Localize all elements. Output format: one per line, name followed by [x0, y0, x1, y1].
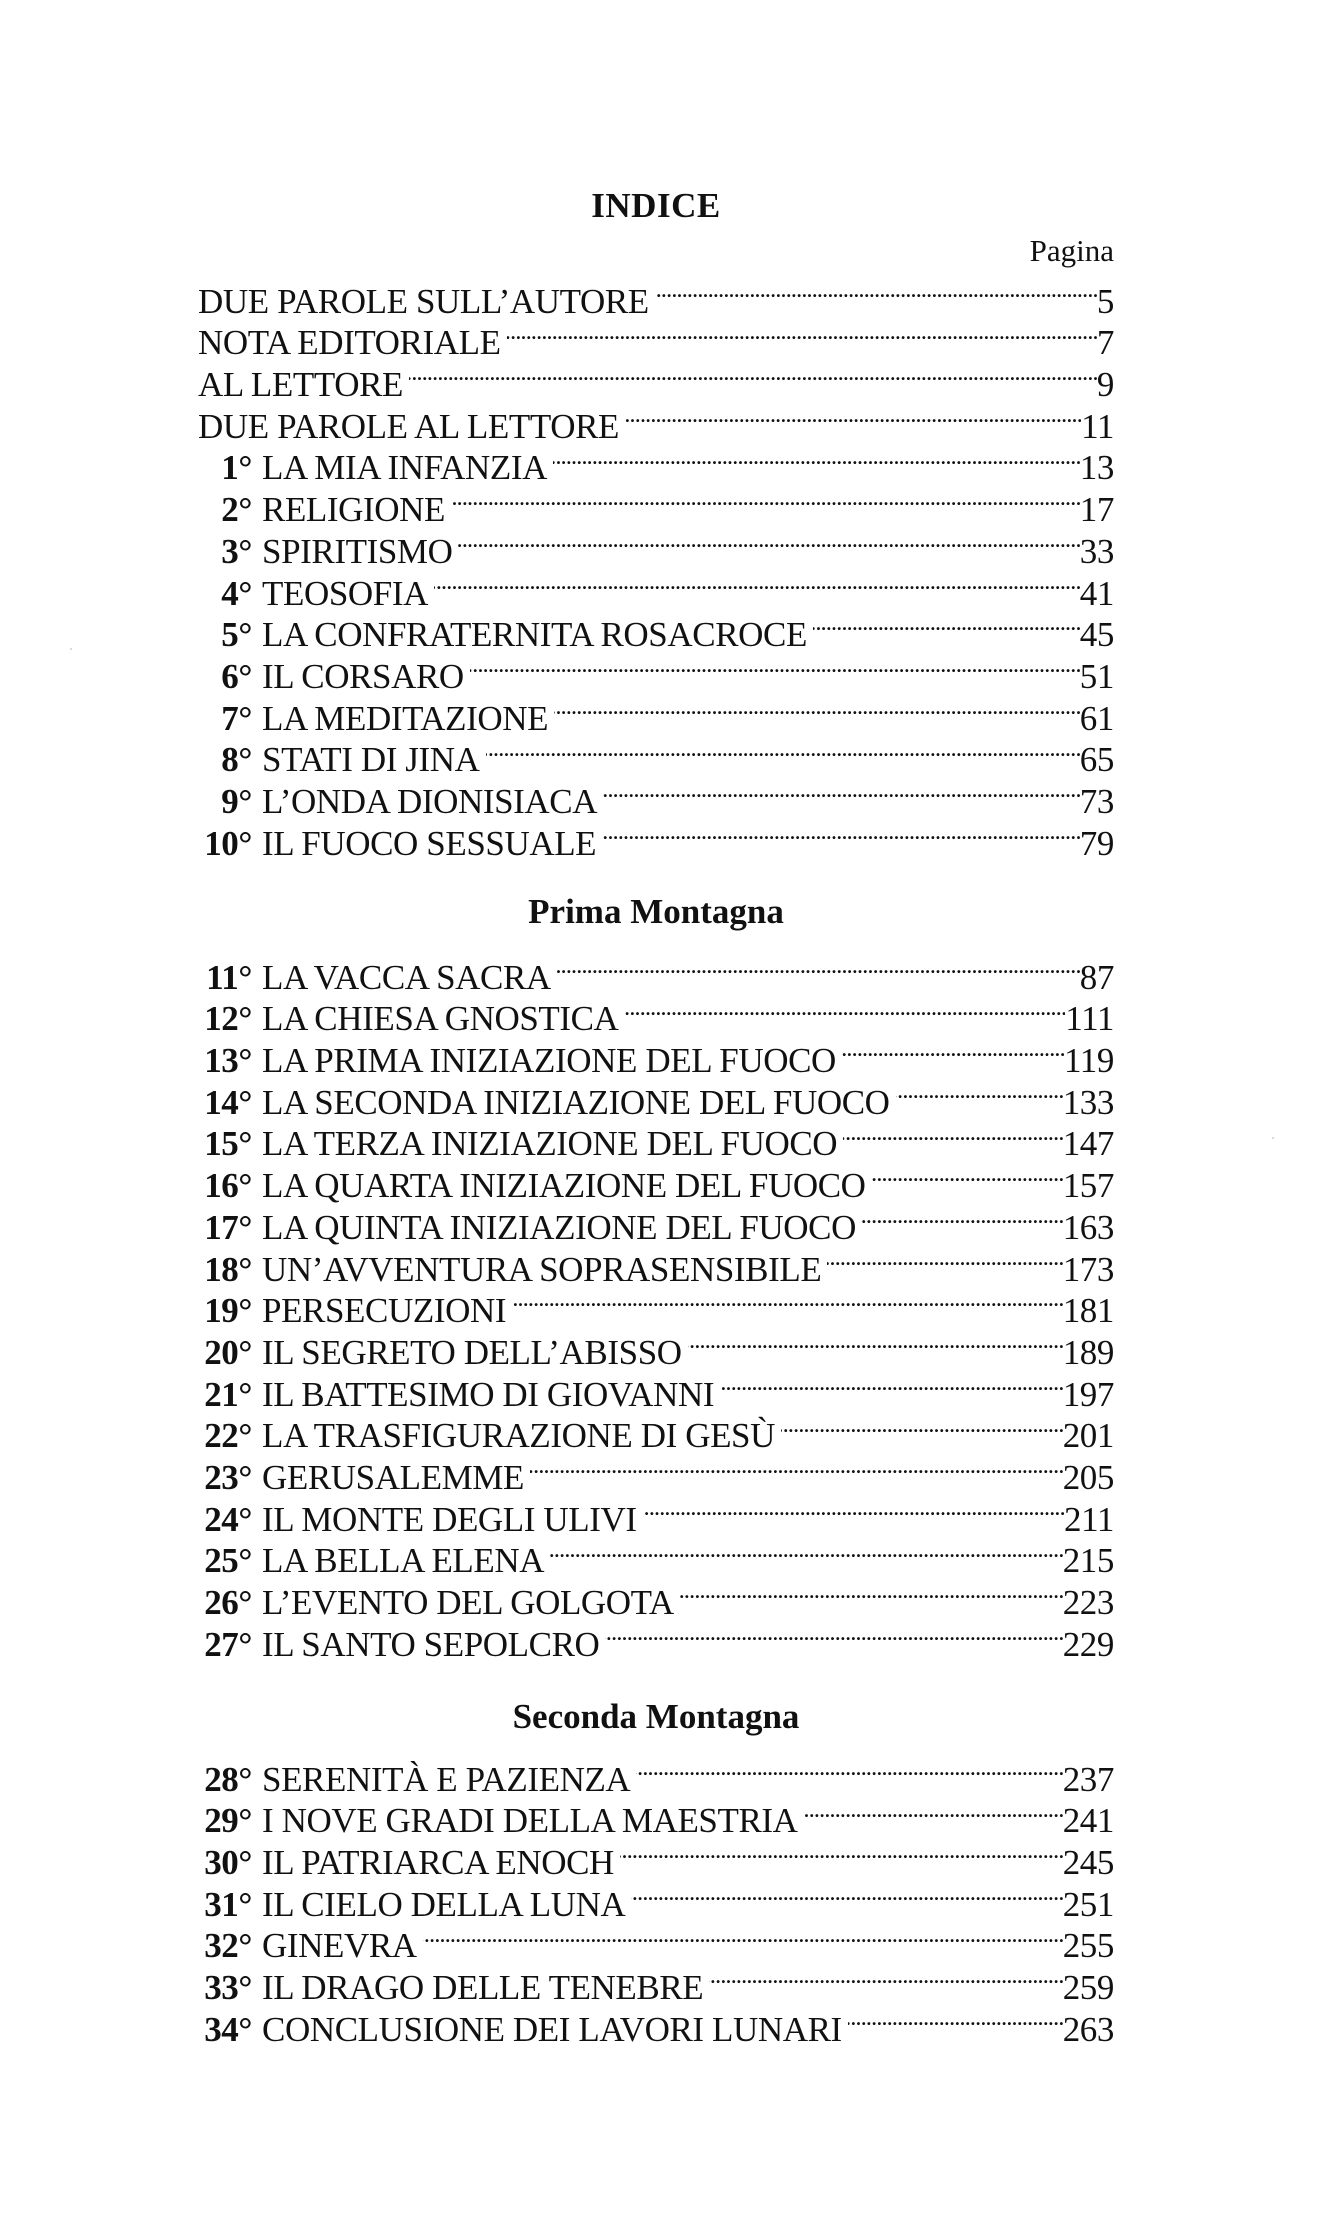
page-number: 5: [1096, 281, 1114, 321]
page-number: 163: [1062, 1207, 1114, 1247]
chapter-number: 19°: [204, 1291, 252, 1331]
chapter-number: 30°: [204, 1843, 252, 1883]
chapter-title: SERENITÀ E PAZIENZA: [262, 1759, 631, 1799]
chapter-number: 17°: [204, 1207, 252, 1247]
page-number: 73: [1079, 781, 1114, 821]
chapter-title: DUE PAROLE AL LETTORE: [198, 406, 619, 446]
page-number: 17: [1079, 490, 1114, 530]
dot-leader: [620, 1832, 1063, 1874]
chapter-title: GINEVRA: [262, 1926, 417, 1966]
chapter-title: IL BATTESIMO DI GIOVANNI: [262, 1374, 715, 1414]
chapter-title: I NOVE GRADI DELLA MAESTRIA: [262, 1801, 798, 1841]
scan-speck: [1272, 1137, 1274, 1139]
page-number: 229: [1062, 1624, 1114, 1664]
dot-leader: [458, 521, 1079, 563]
dot-leader: [643, 1489, 1064, 1531]
chapter-title: LA CONFRATERNITA ROSACROCE: [262, 615, 807, 655]
chapter-number: 24°: [204, 1499, 252, 1539]
chapter-title: IL FUOCO SESSUALE: [262, 823, 597, 863]
chapter-title: LA TRASFIGURAZIONE DI GESÙ: [262, 1416, 775, 1456]
chapter-number: 13°: [204, 1041, 252, 1081]
chapter-number: 34°: [204, 2009, 252, 2049]
chapter-number: 29°: [204, 1801, 252, 1841]
page-number: 211: [1063, 1499, 1114, 1539]
chapter-number: 20°: [204, 1332, 252, 1372]
chapter-title: LA VACCA SACRA: [262, 957, 551, 997]
chapter-number: 7°: [221, 698, 252, 738]
chapter-number: 22°: [204, 1416, 252, 1456]
dot-leader: [680, 1572, 1063, 1614]
chapter-title: GERUSALEMME: [262, 1457, 524, 1497]
dot-leader: [507, 313, 1097, 355]
page-number: 119: [1063, 1041, 1114, 1081]
chapter-number: 4°: [221, 573, 252, 613]
dot-leader: [486, 730, 1080, 772]
dot-leader: [842, 1030, 1064, 1072]
dot-leader: [804, 1791, 1063, 1833]
section-heading-prima-montagna: Prima Montagna: [528, 892, 784, 931]
chapter-number: 27°: [204, 1624, 252, 1664]
dot-leader: [434, 563, 1080, 605]
chapter-title: LA CHIESA GNOSTICA: [262, 999, 619, 1039]
dot-leader: [625, 396, 1081, 438]
chapter-title: LA MIA INFANZIA: [262, 448, 548, 488]
page-number: 223: [1062, 1583, 1114, 1622]
chapter-title: STATI DI JINA: [262, 740, 480, 780]
page-number: 51: [1079, 656, 1114, 696]
chapter-title: SPIRITISMO: [262, 531, 453, 571]
page-column-label: Pagina: [1029, 233, 1114, 268]
chapter-title: IL MONTE DEGLI ULIVI: [262, 1499, 637, 1539]
page-number: 65: [1079, 740, 1114, 780]
chapter-number: 9°: [221, 781, 252, 821]
page-number: 201: [1062, 1416, 1114, 1456]
page-number: 111: [1065, 999, 1114, 1039]
chapter-number: 2°: [221, 490, 252, 530]
chapter-title: LA BELLA ELENA: [262, 1541, 545, 1581]
chapter-title: IL SEGRETO DELL’ABISSO: [262, 1332, 682, 1372]
page-number: 205: [1062, 1457, 1114, 1497]
dot-leader: [827, 1239, 1062, 1281]
chapter-number: 8°: [221, 740, 252, 780]
chapter-title: LA TERZA INIZIAZIONE DEL FUOCO: [262, 1124, 838, 1164]
chapter-number: 25°: [204, 1541, 252, 1581]
chapter-number: 23°: [204, 1457, 252, 1497]
chapter-title: DUE PAROLE SULL’AUTORE: [198, 281, 649, 321]
chapter-title: UN’AVVENTURA SOPRASENSIBILE: [262, 1249, 822, 1289]
dot-leader: [709, 1957, 1062, 1999]
dot-leader: [409, 354, 1097, 396]
chapter-title: TEOSOFIA: [262, 573, 428, 613]
toc-entry[interactable]: [198, 1749, 1114, 1799]
chapter-number: 14°: [204, 1082, 252, 1122]
page-number: 33: [1079, 531, 1114, 571]
toc-entry[interactable]: [198, 947, 1114, 997]
dot-leader: [631, 1874, 1062, 1916]
scan-speck: [70, 648, 72, 650]
chapter-title: L’EVENTO DEL GOLGOTA: [262, 1583, 674, 1622]
page-number: 197: [1062, 1374, 1114, 1414]
chapter-title: RELIGIONE: [262, 490, 446, 530]
chapter-title: IL SANTO SEPOLCRO: [262, 1624, 600, 1664]
dot-leader: [862, 1197, 1063, 1239]
dot-leader: [512, 1281, 1063, 1323]
dot-leader: [530, 1447, 1063, 1489]
page-number: 133: [1062, 1082, 1114, 1122]
chapter-title: L’ONDA DIONISIACA: [262, 781, 598, 821]
page-number: 41: [1079, 573, 1114, 613]
dot-leader: [603, 771, 1080, 813]
toc-list-front-matter: [198, 271, 1114, 863]
dot-leader: [470, 646, 1080, 688]
chapter-title: LA QUINTA INIZIAZIONE DEL FUOCO: [262, 1207, 856, 1247]
dot-leader: [843, 1114, 1063, 1156]
page-number: 245: [1062, 1843, 1114, 1883]
chapter-number: 6°: [221, 656, 252, 696]
dot-leader: [423, 1916, 1063, 1958]
dot-leader: [813, 605, 1080, 647]
chapter-title: NOTA EDITORIALE: [198, 323, 501, 363]
dot-leader: [848, 1999, 1063, 2041]
dot-leader: [624, 989, 1065, 1031]
page-number: 45: [1079, 615, 1114, 655]
chapter-title: AL LETTORE: [198, 365, 403, 405]
dot-leader: [872, 1155, 1063, 1197]
page-number: 215: [1062, 1541, 1114, 1581]
dot-leader: [688, 1322, 1063, 1364]
dot-leader: [781, 1406, 1063, 1448]
chapter-number: 18°: [204, 1249, 252, 1289]
dot-leader: [554, 688, 1080, 730]
chapter-number: 1°: [221, 448, 252, 488]
page-number: 241: [1062, 1801, 1114, 1841]
dot-leader: [655, 271, 1097, 313]
dot-leader: [553, 438, 1080, 480]
page-number: 9: [1096, 365, 1114, 405]
page-number: 189: [1062, 1332, 1114, 1372]
dot-leader: [636, 1749, 1062, 1791]
chapter-title: LA QUARTA INIZIAZIONE DEL FUOCO: [262, 1166, 866, 1206]
page-number: 87: [1079, 957, 1114, 997]
chapter-number: 21°: [204, 1374, 252, 1414]
chapter-title: IL CIELO DELLA LUNA: [262, 1884, 626, 1924]
chapter-number: 15°: [204, 1124, 252, 1164]
page-number: 79: [1079, 823, 1114, 863]
page-number: 251: [1062, 1884, 1114, 1924]
dot-leader: [451, 479, 1080, 521]
dot-leader: [720, 1364, 1063, 1406]
toc-list-seconda-montagna: [198, 1749, 1114, 2049]
page-number: 173: [1062, 1249, 1114, 1289]
chapter-number: 10°: [204, 823, 252, 863]
page-number: 61: [1079, 698, 1114, 738]
chapter-title: LA MEDITAZIONE: [262, 698, 549, 738]
page-number: 259: [1062, 1968, 1114, 2008]
page-number: 11: [1081, 406, 1114, 446]
page-number: 237: [1062, 1759, 1114, 1799]
chapter-number: 28°: [204, 1759, 252, 1799]
toc-entry[interactable]: [198, 271, 1114, 321]
chapter-number: 12°: [204, 999, 252, 1039]
chapter-number: 11°: [206, 957, 252, 997]
chapter-number: 26°: [204, 1583, 252, 1622]
page-number: 181: [1062, 1291, 1114, 1331]
chapter-title: IL PATRIARCA ENOCH: [262, 1843, 614, 1883]
chapter-title: PERSECUZIONI: [262, 1291, 507, 1331]
page-number: 157: [1062, 1166, 1114, 1206]
chapter-title: CONCLUSIONE DEI LAVORI LUNARI: [262, 2009, 842, 2049]
dot-leader: [550, 1531, 1063, 1573]
toc-list-prima-montagna: [198, 947, 1114, 1664]
dot-leader: [605, 1614, 1062, 1656]
chapter-title: LA SECONDA INIZIAZIONE DEL FUOCO: [262, 1082, 890, 1122]
page-number: 7: [1096, 323, 1114, 363]
chapter-title: LA PRIMA INIZIAZIONE DEL FUOCO: [262, 1041, 836, 1081]
chapter-title: IL DRAGO DELLE TENEBRE: [262, 1968, 704, 2008]
chapter-number: 33°: [204, 1968, 252, 2008]
chapter-number: 5°: [221, 615, 252, 655]
index-title: INDICE: [591, 186, 721, 225]
page-number: 147: [1062, 1124, 1114, 1164]
page-number: 255: [1062, 1926, 1114, 1966]
chapter-number: 3°: [221, 531, 252, 571]
chapter-number: 16°: [204, 1166, 252, 1206]
dot-leader: [602, 813, 1080, 855]
chapter-number: 31°: [204, 1884, 252, 1924]
page-number: 13: [1079, 448, 1114, 488]
chapter-number: 32°: [204, 1926, 252, 1966]
dot-leader: [557, 947, 1080, 989]
dot-leader: [896, 1072, 1063, 1114]
chapter-title: IL CORSARO: [262, 656, 464, 696]
section-heading-seconda-montagna: Seconda Montagna: [512, 1697, 800, 1736]
page-number: 263: [1062, 2009, 1114, 2049]
